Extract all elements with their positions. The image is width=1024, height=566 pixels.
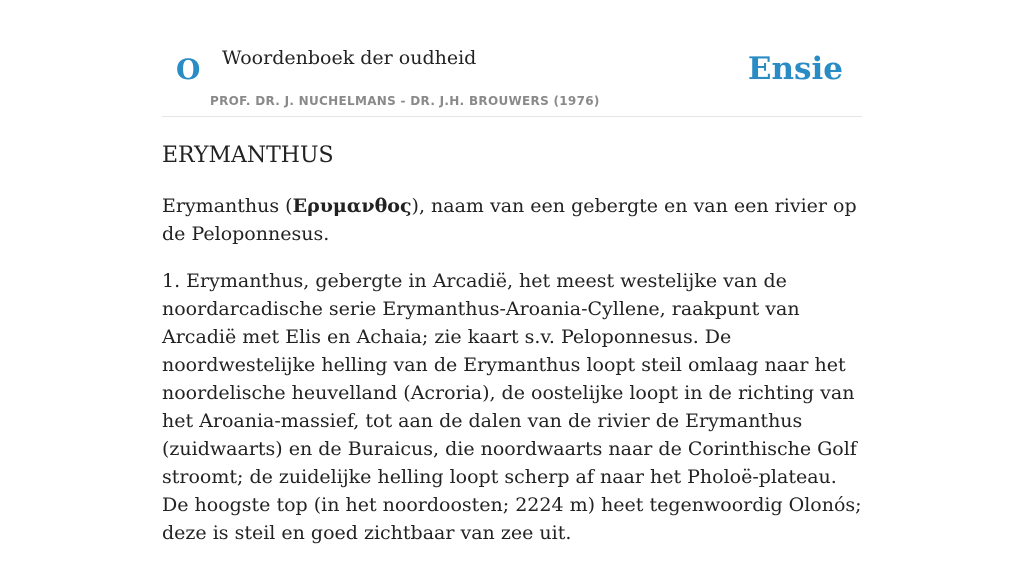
book-title-link[interactable]: Woordenboek der oudheid [222, 47, 477, 69]
book-authors: PROF. DR. J. NUCHELMANS - DR. J.H. BROUWERS (1976) [210, 94, 600, 108]
page [162, 0, 862, 544]
intro-text-after: ), naam van een gebergte en van een rivier op de Peloponnesus. [162, 195, 857, 245]
entry-intro-paragraph [162, 192, 862, 248]
site-header [162, 0, 862, 117]
ensie-logo-link[interactable]: Ensie [747, 51, 843, 87]
greek-name: Ερυμανθος [292, 195, 412, 217]
entry-body [162, 192, 862, 566]
book-logo-icon[interactable]: O [176, 53, 201, 86]
entry-paragraph-1: 1. Erymanthus, gebergte in Arcadië, het meest westelijke van de noordarcadische serie Erymanthus-Aroania-Cyllene, raakpunt van Arcadië met Elis en Achaia; zie kaart s.v. Peloponnesus. De noordwestelijke helling van de Erymanthus loopt steil omlaag naar het noordelische heuvelland (Acroria), de oostelijke loopt in de richting van het Aroania-massief, tot aan de dalen van de rivier de Erymanthus (zuidwaarts) en de Buraicus, die noordwaarts naar de Corinthische Golf stroomt; de zuidelijke helling loopt scherp af naar het Pholoë-plateau. De hoogste top (in het noordoosten; 2224 m) heet tegenwoordig Olonós; deze is steil en goed zichtbaar van zee uit. [162, 270, 862, 544]
intro-text-before: Erymanthus ( [162, 195, 293, 217]
entry-title: ERYMANTHUS [162, 143, 334, 168]
